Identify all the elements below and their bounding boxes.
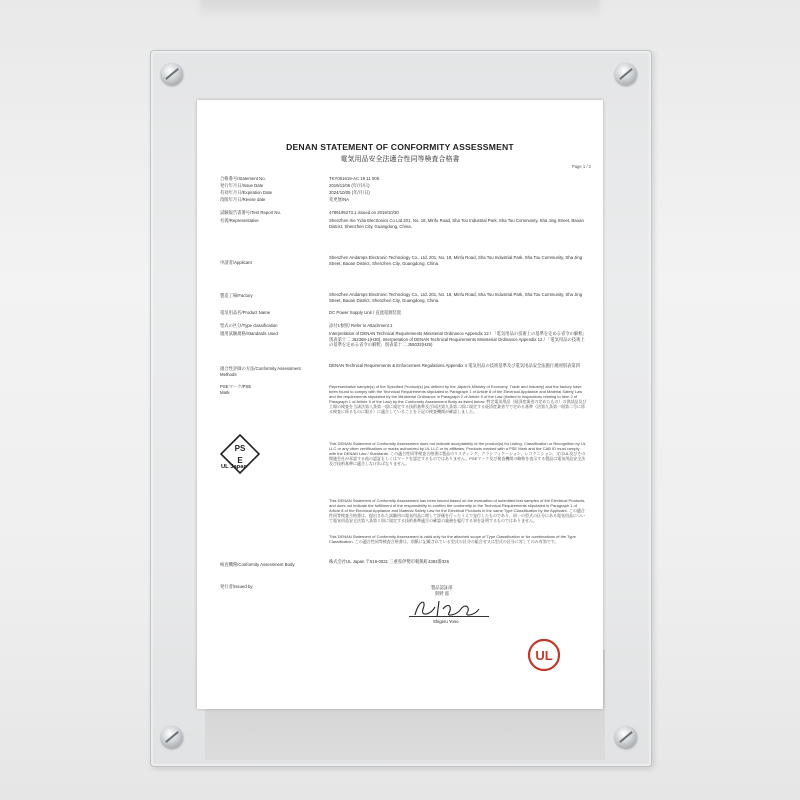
field-label: 検査機関/Conformity Assessment Body [220,562,295,567]
background-blur-top [200,0,600,22]
signer-name-japanese: 與野 滋 [435,591,450,596]
field-label: 有効年月日/Expiration Date [220,190,273,195]
field-label: 適用試験規格/Standards Used [220,331,278,336]
page-number: Page 1 / 2 [571,164,591,169]
screw-bottom-right-icon [615,726,637,748]
field-label: 適合性評価の方法/Conformity Assessment Methods [220,366,301,377]
svg-text:UL: UL [535,648,553,663]
field-value: 添付1参照/ Refer to Attachment 1 [329,323,393,328]
field-value: Shenzhen Andamps Electronic Technology Co., Ltd. 201, No. 18, Minfu Road, Sha Tou Industrial Park, Sha Tou Community, Sha Jing Street, Baoan District, Shenzhen City, Guangdong, China. [329,255,583,266]
field-value: 2019/11/06 (年/月/日) [329,183,370,188]
field-value: 変更無/NA [329,197,350,202]
field-label: 発行者/Issued by [220,584,253,589]
handwritten-signature [405,595,495,621]
field-label: 名義/Representative [220,218,259,223]
field-value: Interpretation of DENAN Technical Requirements Ministerial Ordinance Appendix 12 / 「電気用品の技術上の基準を定める省令の解釈」別表第十二 J62368-1(H30), Interpretation of DENAN Technical Requirements Ministerial Ordinance Appendix 12 / 「電気用品の技術上の基準を定める省令の解釈」別表第十二 J55032(H29) [329,331,587,348]
screw-top-left-icon [161,63,183,85]
field-value: Shenzhen Xie YiJia Electronics Co Ltd 201, No. 18, Minfu Road, Sha Tou Industrial Park, Sha Tou Community, Sha Jing Street, Baoan District, Shenzhen City, Guangdong, China. [329,218,584,229]
field-value: 株式会社UL Japan 〒516-0021 三重県伊勢市朝熊町4383番326 [329,559,449,564]
field-value: 4789195273.1 issued on 2019/10/30 [329,210,399,215]
field-label: 型式の区分/Type classification [220,323,278,328]
screw-bottom-left-icon [161,726,183,748]
field-label: 合格番号/Statement No. [220,176,266,181]
field-label: 発行年月日/Issue Date [220,183,264,188]
svg-text:E: E [237,456,243,465]
field-label: PSEマーク/PSE Mark [220,384,252,395]
certificate-title-japanese: 電気用品安全法適合性同等検査合格書 [340,156,460,163]
svg-text:PS: PS [234,444,246,453]
certificate-paper [197,100,603,709]
field-value: 2024/10/05 (年/月/日) [329,190,370,195]
field-value: DENAN Technical Requirements & Enforcement Regulations Appendix 4 電気用品の技術基準及び電気用品安全法施行規則別表第四 [329,363,580,368]
statement-paragraph: This DENAN Statement of Conformity Assessment does not indicate acceptability of the product(s) for Listing, Classification or Recognition by UL LLC or any other certifications or marks authorized by UL LLC or its affiliates. Products marked with a PSE Mark and the CAB ID must comply with the DENAN Law / Standards. この適合性同等検査合格書は製品のリスティング、クラシフィケーション、レコグニション、又はUL及びその関連会社が承認する他の認証もしくはマークを認定するものではありません。PSEマーク及び検査機関の略称を表示する製品は電気用品安全法及び技術基準に適合しなければなりません。 [329,441,586,467]
field-label: 改版年月日/Revise date [220,197,266,202]
statement-paragraph: This DENAN Statement of Conformity Assessment has been issued based on the evaluation of submitted test samples of the Electrical Products, and does not indicate the fulfillment of the responsibility to confirm the conformity to the Technical Requirements stipulated in Paragraph 1 of Article 8 of the Electrical Appliance and Material Safety Law for the Electrical Products in the same Type Classification by the Applicant. この適合性同等検査合格書は、提出された試験用の電気用品に関して評価を行ったうえで発行したものであり、同一の型式の区分にある電気用品について電気用品安全法第八条第１項に規定する技術基準適合の確認の義務を履行する事を証明するものではありません。 [329,498,586,524]
pse-mark-caption: UL Japan [221,464,247,470]
field-value: DC Power Supply Unit / 直流電源装置 [329,310,402,315]
field-value: Shenzhen Andamps Electronic Technology Co., Ltd. 201, No. 18, Minfu Road, Sha Tou Industrial Park, Sha Tou Community, Sha Jing Street, Baoan District, Shenzhen City, Guangdong, China. [329,292,583,303]
signature-line [409,616,489,617]
field-value: TKY061619-AC 19 11 006 [329,176,380,181]
statement-paragraph: This DENAN Statement of Conformity Assessment is valid only for the attached scope of Type Classification or for combinations of the Type Classification. この適合性同等検査合格書は、別紙に記載されている型式の区分の組合せ又は型式の区分に対してのみ有効です。 [329,534,576,545]
field-label: 試験報告書番号/Test Report No. [220,210,282,215]
ul-logo-icon [526,637,562,673]
field-label: 申請者/Applicant [220,260,252,265]
signer-name-english: Shigeru Yono [433,619,459,624]
screw-top-right-icon [615,63,637,85]
field-label: 電気用品名/Product Name [220,310,271,315]
pse-mark-icon [219,433,261,485]
field-label: 製造工場/Factory [220,293,253,298]
signer-department: 製品認証部 [431,585,453,590]
statement-paragraph: Representative sample(s) of the Specified Product(s) (as defined by the Japan's Ministry of Economy, Trade and Industry) and the factory have been found to comply with the Technical Requirements stipulated in Paragraph 1 of Article 8 of the Electrical Appliance and Material Safety Law and the requirements stipulated by the Ministerial Ordinance in Paragraph 2 of Article 9 of the Law (limited to inspections relating to item 2 of Paragraph 1 of Article 9 of the Law) by the Conformity Assessment Body as listed below. 特定電気用品（経済産業省の定めたもの）の供試品及び工場の検査を当該法第八条第一項に規定する技術基準及び同法第九条第二項に規定する経済産業省令で定める基準（法第九条第一項第二号に係る検査に係るものに限る）に適合していることを下記の検査機関が確認しました。 [329,384,587,415]
certificate-title: DENAN STATEMENT OF CONFORMITY ASSESSMENT [286,142,514,152]
